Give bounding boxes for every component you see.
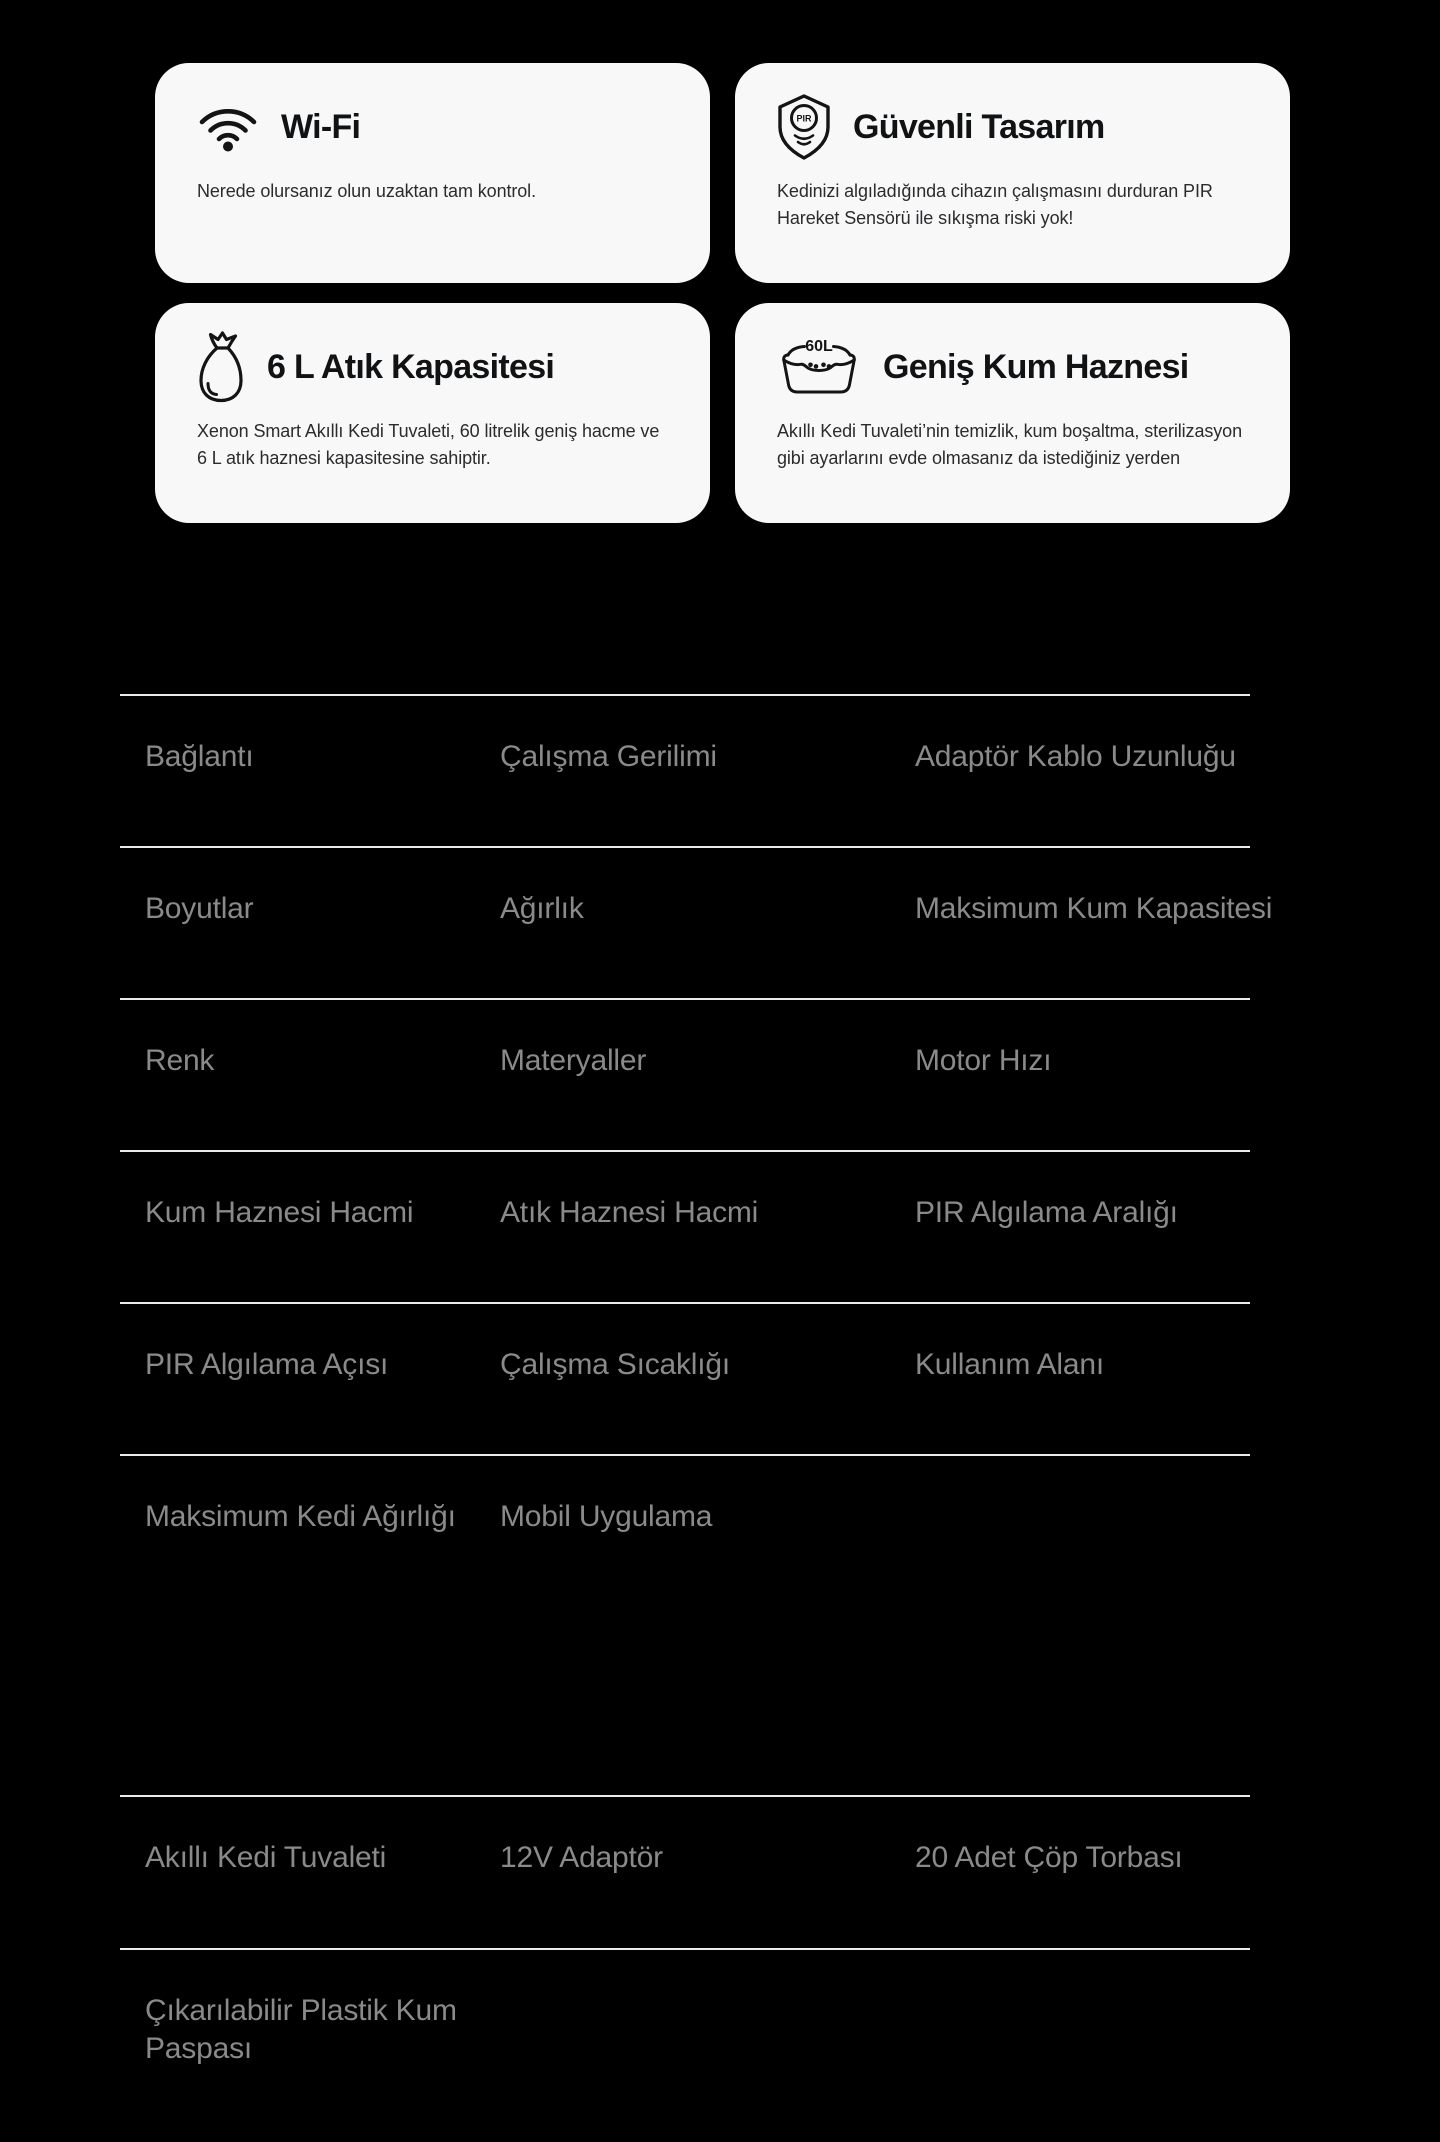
spec-label: Boyutlar xyxy=(145,892,254,925)
spec-label: Kullanım Alanı xyxy=(915,1348,1104,1381)
card-title: 6 L Atık Kapasitesi xyxy=(267,347,555,386)
spec-row xyxy=(120,1795,1250,1948)
spec-row xyxy=(120,1454,1250,1606)
spec-label: Atık Haznesi Hacmi xyxy=(500,1196,759,1229)
card-title: Wi-Fi xyxy=(281,107,361,146)
svg-text:60L: 60L xyxy=(805,338,833,355)
spec-label: Ağırlık xyxy=(500,892,584,925)
package-item-label: Akıllı Kedi Tuvaleti xyxy=(145,1841,387,1874)
feature-card-wifi xyxy=(155,63,710,283)
feature-card-litter-capacity xyxy=(735,303,1290,523)
card-header xyxy=(777,329,1248,405)
feature-card-waste-capacity xyxy=(155,303,710,523)
card-header xyxy=(197,329,668,405)
spec-row xyxy=(120,1302,1250,1454)
feature-cards xyxy=(155,63,1290,523)
spec-label: Motor Hızı xyxy=(915,1044,1052,1077)
package-item-label: Çıkarılabilir Plastik Kum Paspası xyxy=(145,1994,457,2065)
pir-shield-icon xyxy=(777,93,831,161)
spec-row xyxy=(120,1150,1250,1302)
package-item-label: 12V Adaptör xyxy=(500,1841,663,1874)
card-description: Kedinizi algıladığında cihazın çalışmasını durduran PIR Hareket Sensörü ile sıkışma riski yok! xyxy=(777,181,1213,228)
package-contents-table xyxy=(120,1795,1250,2138)
card-description: Akıllı Kedi Tuvaleti’nin temizlik, kum boşaltma, sterilizasyon gibi ayarlarını evde olmasanız da istediğiniz yerden xyxy=(777,421,1242,468)
spec-row xyxy=(120,998,1250,1150)
specs-table xyxy=(120,694,1273,1606)
spec-label: Maksimum Kum Kapasitesi xyxy=(915,892,1273,925)
spec-row xyxy=(120,1948,1250,2138)
spec-label xyxy=(915,1498,1285,1606)
wifi-icon xyxy=(197,102,259,152)
card-header xyxy=(777,89,1248,165)
litter-tray-icon xyxy=(777,337,861,397)
card-description: Xenon Smart Akıllı Kedi Tuvaleti, 60 litrelik geniş hacme ve 6 L atık haznesi kapasitesine sahiptir. xyxy=(197,421,660,468)
feature-card-safe-design xyxy=(735,63,1290,283)
spec-row xyxy=(120,694,1250,846)
svg-text:PIR: PIR xyxy=(796,113,812,124)
waste-bag-icon xyxy=(197,331,245,403)
spec-label: Çalışma Gerilimi xyxy=(500,740,717,773)
card-header xyxy=(197,89,668,165)
spec-label: Çalışma Sıcaklığı xyxy=(500,1348,731,1381)
spec-label: Mobil Uygulama xyxy=(500,1500,713,1533)
spec-label: Renk xyxy=(145,1044,215,1077)
spec-label: Adaptör Kablo Uzunluğu xyxy=(915,740,1236,773)
spec-label: PIR Algılama Açısı xyxy=(145,1348,389,1381)
package-item-label xyxy=(915,1992,1285,2138)
spec-label: PIR Algılama Aralığı xyxy=(915,1196,1178,1229)
spec-row xyxy=(120,846,1273,998)
card-title: Geniş Kum Haznesi xyxy=(883,347,1189,386)
spec-label: Kum Haznesi Hacmi xyxy=(145,1196,414,1229)
spec-label: Bağlantı xyxy=(145,740,254,773)
package-item-label: 20 Adet Çöp Torbası xyxy=(915,1841,1183,1874)
spec-label: Maksimum Kedi Ağırlığı xyxy=(145,1500,456,1533)
card-description: Nerede olursanız olun uzaktan tam kontrol. xyxy=(197,181,536,201)
spec-label: Materyaller xyxy=(500,1044,647,1077)
card-title: Güvenli Tasarım xyxy=(853,107,1105,146)
package-item-label xyxy=(500,1992,915,2138)
